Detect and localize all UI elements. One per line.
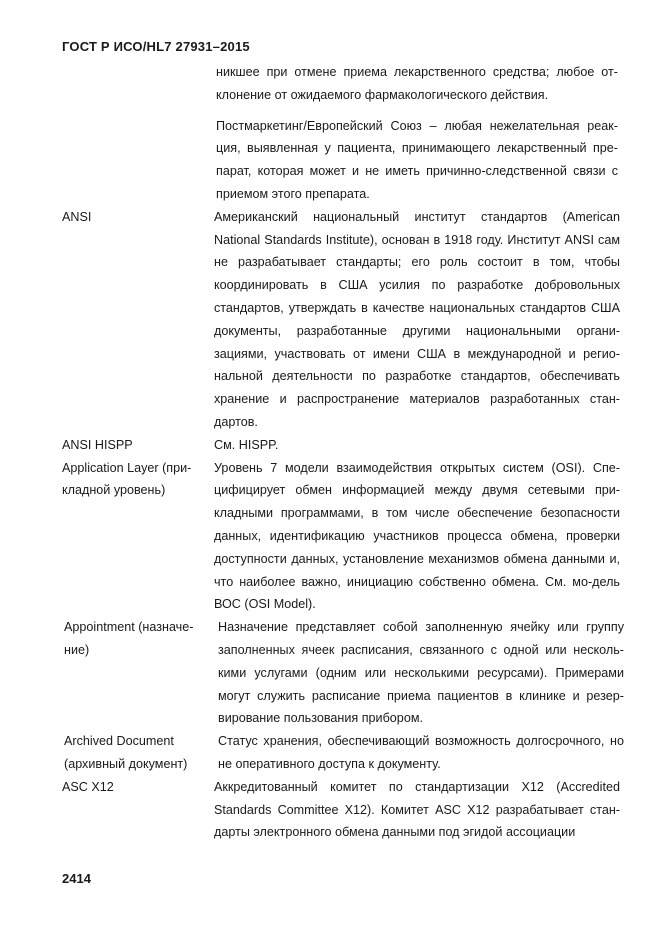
- glossary-entry-application-layer: [0, 457, 661, 617]
- page-number: 2414: [62, 871, 91, 886]
- glossary-definition: Статус хранения, обеспечивающий возможность долгосрочного, но не оперативного доступа к документу.: [218, 734, 624, 771]
- glossary-term: Appointment (назначе-ние): [64, 620, 194, 657]
- document-header: ГОСТ Р ИСО/HL7 27931–2015: [62, 39, 250, 54]
- glossary-term: ASC X12: [62, 779, 114, 794]
- glossary-term: Archived Document (архивный документ): [64, 734, 188, 771]
- glossary-term: ANSI: [62, 209, 92, 224]
- glossary-definition: Американский национальный институт стандартов (American National Standards Institute), основан в 1918 году. Институт ANSI сам не разрабатывает стандарты; его роль состоит в том, чтобы координировать в США усилия по разработке добровольных стандартов, утверждать в качестве национальных стандартов США документы, разработанные другими национальными органи-зациями, участвовать от имени США в международной и регио-нальной деятельности по разработке стандартов, обеспечивать хранение и распространение материалов разработанных стан-дартов.: [214, 209, 620, 429]
- glossary-definition: См. HISPP.: [214, 437, 279, 452]
- glossary-term: Application Layer (при-кладной уровень): [62, 460, 192, 498]
- page-content: [0, 61, 661, 844]
- glossary-entry-ansi-hispp: [0, 434, 661, 457]
- glossary-entry-ansi: [0, 206, 661, 434]
- glossary-term: ANSI HISPP: [62, 437, 133, 452]
- glossary-entry-asc-x12: [0, 776, 661, 844]
- glossary-definition: Назначение представляет собой заполненную ячейку или группу заполненных ячеек расписания, связанного с одной или несколь-кими услугами (одним или несколькими ресурсами). Примерами могут служить расписание приема пациентов в клинике и резер-вирование пользования прибором.: [218, 620, 624, 726]
- continuation-paragraph-1: никшее при отмене приема лекарственного средства; любое от-клонение от ожидаемого фармакологического действия.: [216, 65, 618, 102]
- glossary-definition: Уровень 7 модели взаимодействия открытых систем (OSI). Спе-цифицирует обмен информацией между двумя сетевыми при-кладными программами, в том числе обеспечение безопасности данных, идентификацию участников процесса обмена, проверки доступности данных, установление механизмов обмена данными и, что наиболее важно, инициацию собственно обмена. См. мо-дель ВОС (OSI Model).: [214, 460, 620, 612]
- glossary-entry-appointment: [0, 616, 661, 730]
- continuation-paragraph-2: Постмаркетинг/Европейский Союз – любая нежелательная реак-ция, выявленная у пациента, принимающего лекарственный пре-парат, которая может и не иметь причинно-следственной связи с приемом этого препарата.: [216, 118, 618, 201]
- glossary-definition: Аккредитованный комитет по стандартизации X12 (Accredited Standards Committee X12). Комитет ASC X12 разрабатывает стан-дарты электронного обмена данными под эгидой ассоциации: [214, 779, 620, 840]
- glossary-entry-archived-document: [0, 730, 661, 776]
